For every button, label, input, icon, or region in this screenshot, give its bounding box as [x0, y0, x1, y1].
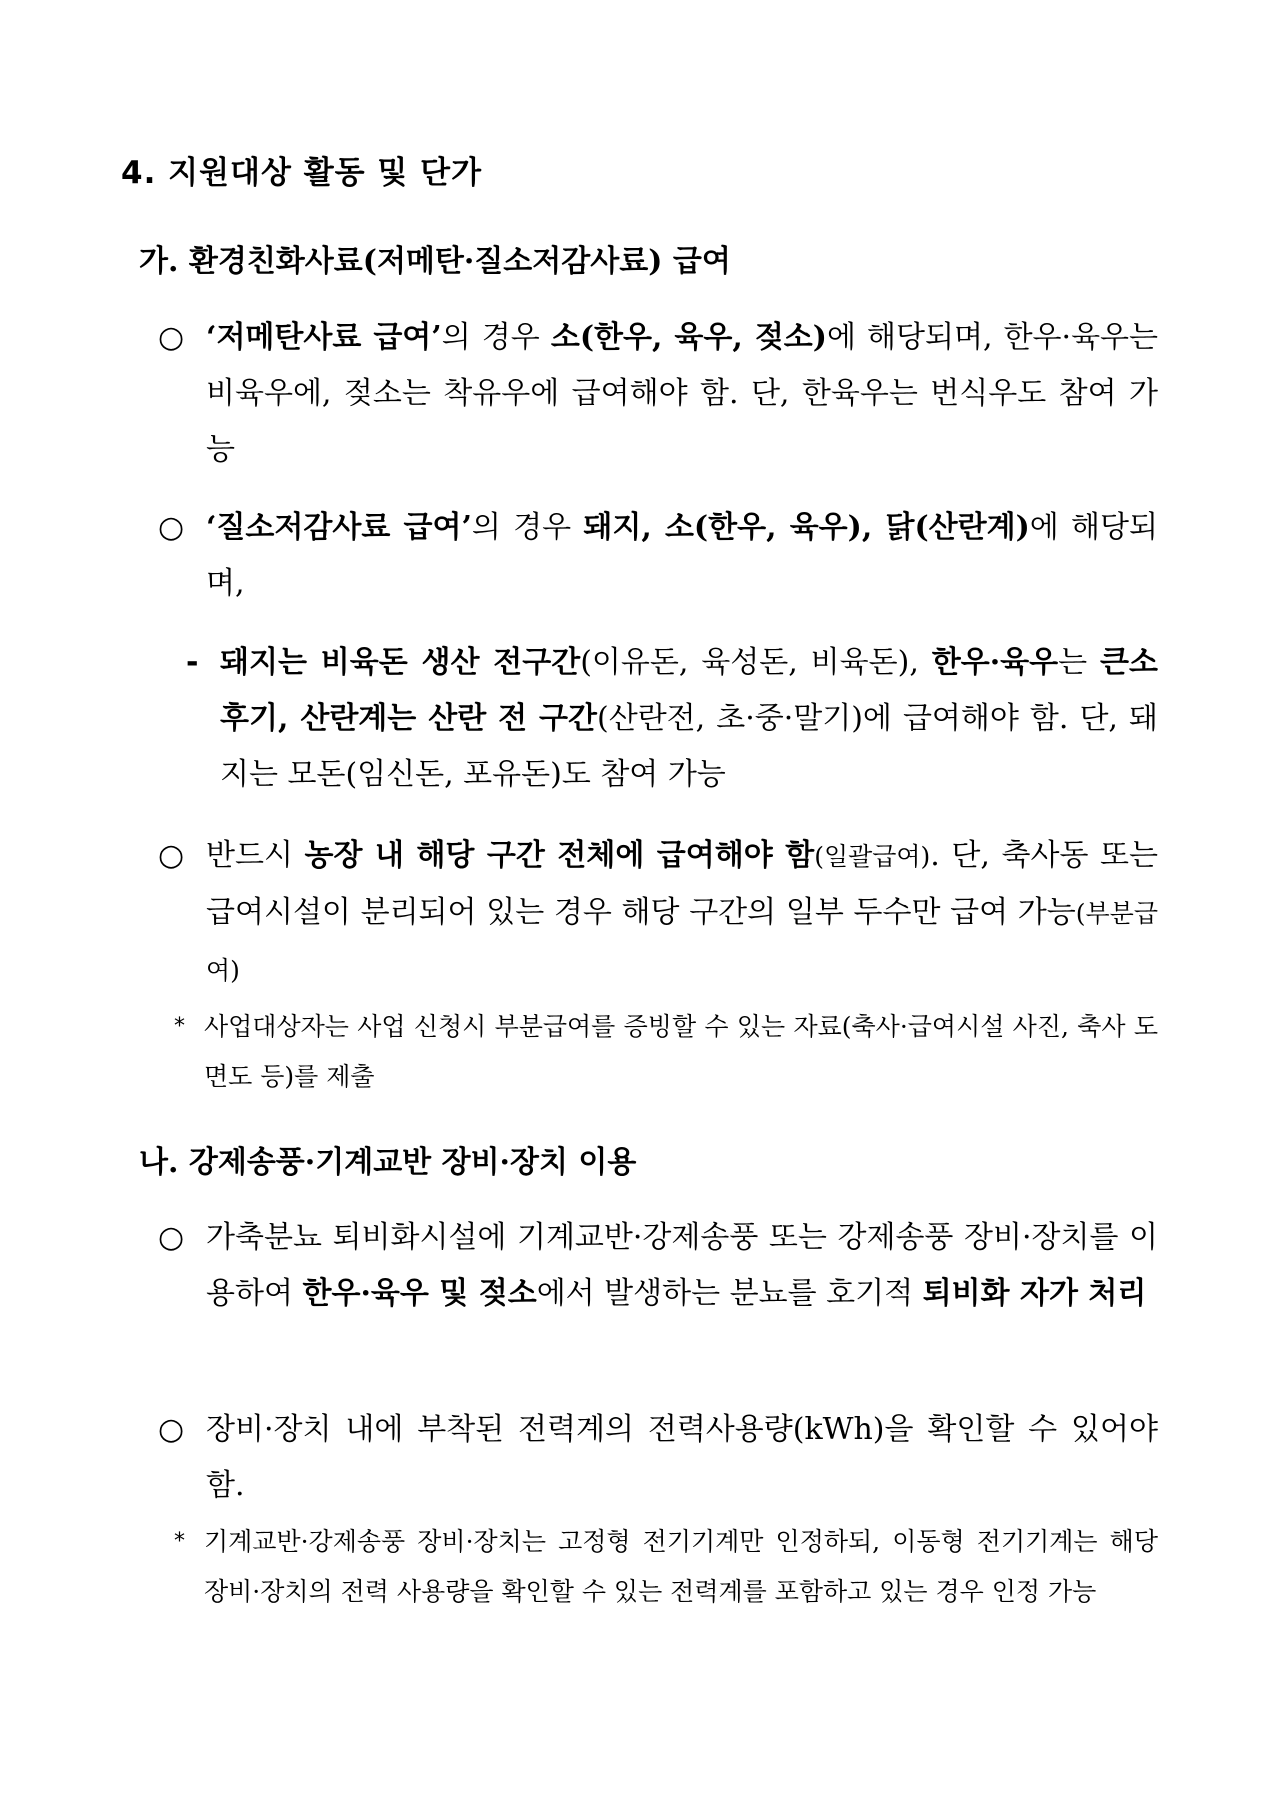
footnote-text: 사업대상자는 사업 신청시 부분급여를 증빙할 수 있는 자료(축사·급여시설 사진, 축사 도면도 등)를 제출	[204, 1012, 1158, 1091]
circle-bullet-icon: ○	[158, 838, 185, 873]
list-item-text: ‘저메탄사료 급여’의 경우 소(한우, 육우, 젖소)에 해당되며, 한우·육우는 비육우에, 젖소는 착유우에 급여해야 함. 단, 한육우는 번식우도 참여 가능	[206, 320, 1159, 467]
emphasis-text: 한우·육우	[931, 645, 1059, 680]
circle-bullet-icon: ○	[158, 320, 185, 355]
emphasis-text: ‘질소저감사료 급여’	[206, 510, 472, 545]
footnote-text: 기계교반·강제송풍 장비·장치는 고정형 전기기계만 인정하되, 이동형 전기기계는 해당 장비·장치의 전력 사용량을 확인할 수 있는 전력계를 포함하고 있는 경우 인정 가능	[204, 1527, 1158, 1606]
list-item-text: 반드시 농장 내 해당 구간 전체에 급여해야 함(일괄급여). 단, 축사동 또는 급여시설이 분리되어 있는 경우 해당 구간의 일부 두수만 급여 가능(부분급여)	[206, 838, 1158, 985]
dash-bullet-icon: -	[186, 645, 199, 680]
list-item	[158, 1402, 1158, 1514]
list-item-text: ‘질소저감사료 급여’의 경우 돼지, 소(한우, 육우), 닭(산란계)에 해당되며,	[206, 510, 1158, 601]
list-item	[158, 310, 1158, 478]
circle-bullet-icon: ○	[158, 1412, 185, 1447]
emphasis-text: 퇴비화 자가 처리	[922, 1276, 1147, 1311]
emphasis-text: 큰소후기, 산란계는 산란 전 구간	[220, 645, 1158, 736]
circle-bullet-icon: ○	[158, 1220, 185, 1255]
emphasis-text: 농장 내 해당 구간 전체에 급여해야 함	[304, 838, 815, 873]
list-item	[158, 500, 1158, 612]
list-item-text: 가축분뇨 퇴비화시설에 기계교반·강제송풍 또는 강제송풍 장비·장치를 이용하여 한우·육우 및 젖소에서 발생하는 분뇨를 호기적 퇴비화 자가 처리	[206, 1220, 1158, 1311]
list-item	[158, 828, 1158, 999]
footnote	[174, 1002, 1158, 1102]
circle-bullet-icon: ○	[158, 510, 185, 545]
section-title: 4. 지원대상 활동 및 단가	[121, 155, 483, 191]
list-item-text: 장비·장치 내에 부착된 전력계의 전력사용량(kWh)을 확인할 수 있어야 함.	[206, 1412, 1158, 1503]
emphasis-text: 돼지는 비육돈 생산 전구간	[220, 645, 581, 680]
emphasis-text: 돼지, 소(한우, 육우), 닭(산란계)	[583, 510, 1030, 545]
asterisk-bullet-icon: *	[174, 1529, 185, 1554]
sub-list-item-text: 돼지는 비육돈 생산 전구간(이유돈, 육성돈, 비육돈), 한우·육우는 큰소후기, 산란계는 산란 전 구간(산란전, 초·중·말기)에 급여해야 함. 단, 돼지는 모돈(임신돈, 포유돈)도 참여 가능	[220, 645, 1158, 792]
footnote	[174, 1517, 1158, 1617]
sub-list-item	[186, 635, 1158, 803]
emphasis-text: ‘저메탄사료 급여’	[206, 320, 442, 355]
emphasis-text: 한우·육우 및 젖소	[302, 1276, 537, 1311]
subsection-a-title: 가. 환경친화사료(저메탄·질소저감사료) 급여	[139, 244, 731, 279]
list-item	[158, 1210, 1158, 1322]
asterisk-bullet-icon: *	[174, 1014, 185, 1039]
emphasis-text: 소(한우, 육우, 젖소)	[550, 320, 827, 355]
subsection-b-title: 나. 강제송풍·기계교반 장비·장치 이용	[139, 1145, 637, 1180]
